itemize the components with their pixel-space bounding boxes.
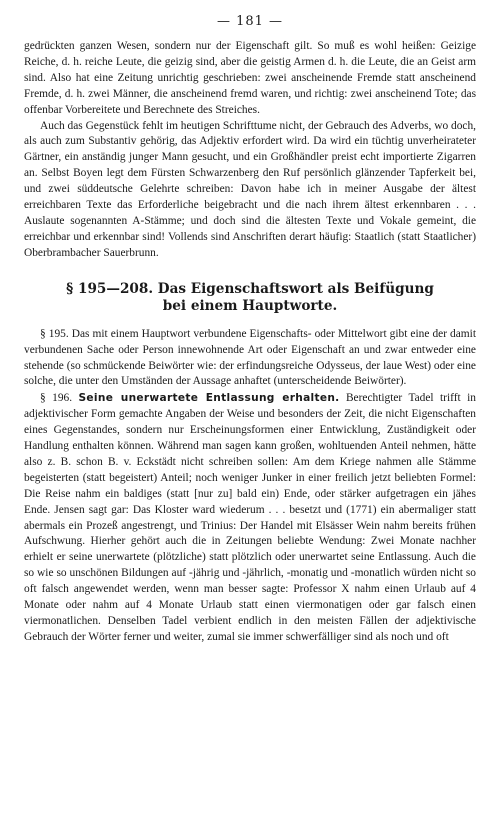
section-196-title: Seine unerwartete Entlassung erhalten. <box>78 392 340 405</box>
section-heading-line2: bei einem Hauptworte. <box>162 297 338 314</box>
section-heading-line1: § 195—208. Das Eigenschaftswort als Beifügung <box>66 280 434 297</box>
page-number: — 181 — <box>216 14 284 29</box>
section-heading <box>24 281 476 315</box>
second-paragraph: Auch das Gegenstück fehlt im heutigen Schrifttume nicht, der Gebrauch des Adverbs, wo doch, als auch zum Substantiv gehörig, das Adjektiv erfordert wird. Da wird ein tüchtig unverheirateter Gärtner, ein anständig junger Mann gesucht, und ein Großhändler preist echt importierte Zigarren an. Selbst Boyen legt dem Fürsten Schwarzenberg den Ruf persönlich glänzender Tapferkeit bei, und zwei süddeutsche Gelehrte schreiben: Davon habe ich in meiner Ausgabe der ältest erreichbaren Texte das Erforderliche beigebracht und die nach ihrem ältest erkennbaren . . . Auslaute sogenannten A-Stämme; und doch sind die ältesten Texte und Vokale gemeint, die erreichbar und erkennbar sind! Vollends sind Anschriften derart häufig: Staatlich (statt Staatlicher) Oberbrambacher Sauerbrunn. <box>24 119 476 259</box>
section-196-text: Berechtigter Tadel trifft in adjektivischer Form gemachte Angaben der Weise und besonders der Zeit, die nicht Eigenschaften eines Gegenstandes, sondern nur Erscheinungsformen einer Entwicklung, Zuständigkeit oder Handlung enthalten können. Während man sagen kann großen, wohltuenden Anteil nehmen, hätte also z. B. schon B. v. Eckstädt nicht schreiben sollen: Am dem Kriege nahmen alle Stämme begeisterten (statt begeistert) Anteil; noch weniger Junker in einer freilich jetzt beliebten Formel: Die Reise nahm ein baldiges (statt [nur zu] bald ein) Ende, oder stärker aufgetragen ein jähes Ende. Jensen sagt gar: Das Kloster ward wiederum . . . besetzt und (1771) ein abermaliger statt abermals ein Prozeß angestrengt, und Trinius: Der Handel mit Elsässer Wein nahm bereits frühen Aufschwung. Hierher gehört auch die in Zeitungen beliebte Wendung: Zwei Monate nachher erhielt er seine unerwartete (plötzliche) statt plötzlich oder unerwartet seine Entlassung. Auch die so wie so unschönen Bildungen auf -jährig und -jährlich, -monatig und -monatlich würden nicht so oft falsch angewendet werden, wenn man besser sagte: Professor X nahm einen Urlaub auf 4 Monate oder nahm auf 4 Monate Urlaub statt einen viermonatigen oder gar falsch einen viermonatlichen. Denselben Tadel verbient endlich in den meisten Fällen der adjektivische Gebrauch der Wörter ferner und weiter, zumal sie immer schwerfälliger sind als noch und oft <box>24 392 476 643</box>
intro-paragraph: gedrückten ganzen Wesen, sondern nur der Eigenschaft gilt. So muß es wohl heißen: Geizige Reiche, d. h. reiche Leute, die geizig sind, aber die geistig Armen d. h. die Leute, die an Geist arm sind. Also hat eine Zeitung unrichtig geschrieben: zwei anscheinende Fremde statt anscheinend Fremde, d. h. zwei Männer, die anscheinend fremd waren, und richtig: zwei anscheinend Tote; das offenbar Vorbereitete und Berechnete des Streiches. <box>24 40 476 116</box>
section-195-paragraph: § 195. Das mit einem Hauptwort verbundene Eigenschafts- oder Mittelwort gibt eine der damit verbundenen Sache oder Person innewohnende Art oder Eigenschaft an und zwar entweder eine stehende (so schmückende Beiwörter wie: der erfindungsreiche Odysseus, der laue West) oder eine solche, die unter den Umständen der Aussage anhaftet (unterscheidende Beiwörter). <box>24 327 476 388</box>
book-page <box>24 14 476 646</box>
section-196-number: § 196. <box>40 392 73 405</box>
section-196-paragraph <box>24 391 476 646</box>
